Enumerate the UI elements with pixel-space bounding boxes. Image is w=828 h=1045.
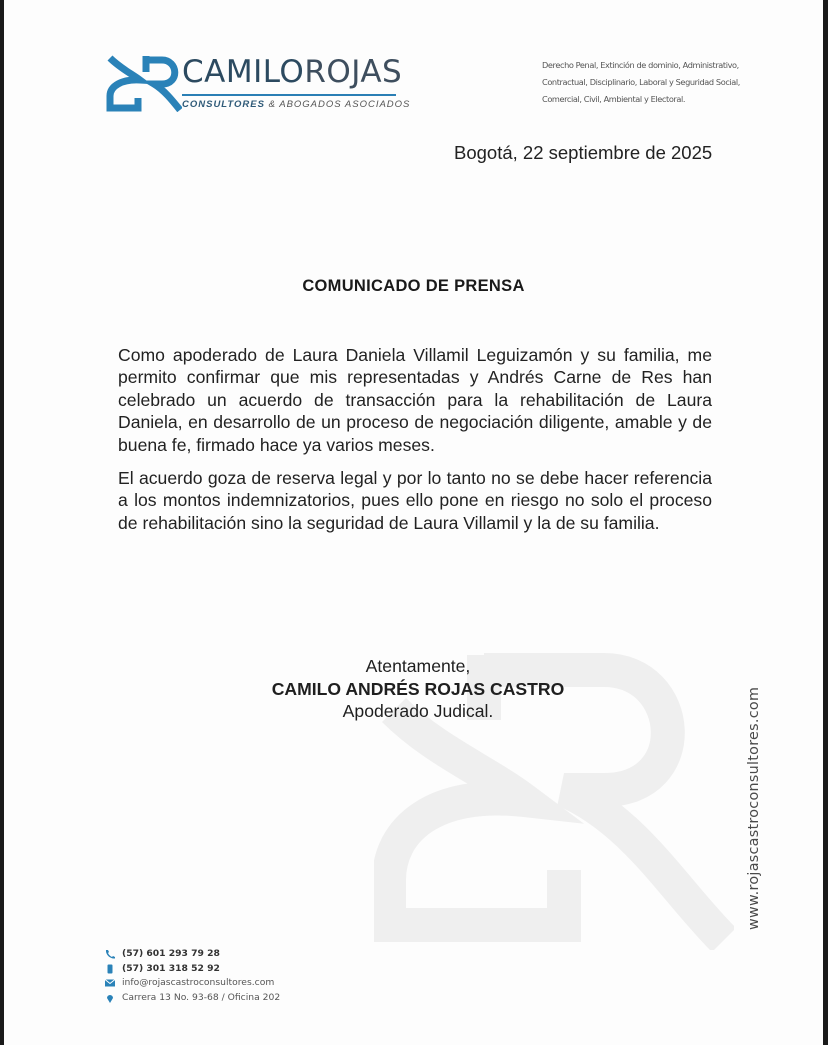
body-paragraph: Como apoderado de Laura Daniela Villamil Leguizamón y su familia, me permito confirmar que mis representadas y Andrés Carne de Res han celebrado un acuerdo de transacción para la rehabilitación de Laura Daniela, en desarrollo de un proceso de negociación diligente, amable y de buena fe, firmado hace ya varios meses. xyxy=(118,345,712,455)
cr-monogram-icon xyxy=(102,52,182,112)
practice-areas xyxy=(542,57,782,108)
contact-phone: (57) 601 293 79 28 xyxy=(104,947,280,962)
letter-page xyxy=(4,0,823,1045)
phone-icon xyxy=(104,949,116,959)
closing: Atentamente, xyxy=(365,656,471,676)
letter-body xyxy=(118,344,712,545)
practice-areas-line: Comercial, Civil, Ambiental y Electoral. xyxy=(542,94,686,104)
location-pin-icon xyxy=(104,993,116,1003)
company-logo xyxy=(102,48,411,118)
website-url[interactable]: www.rojascastroconsultores.com xyxy=(746,686,762,930)
mobile-icon xyxy=(104,964,116,974)
contact-mobile: (57) 301 318 52 92 xyxy=(104,962,280,977)
contact-info xyxy=(104,947,280,1005)
signer-name: CAMILO ANDRÉS ROJAS CASTRO xyxy=(271,678,565,699)
email-icon xyxy=(104,978,116,988)
logo-wordmark: CAMILOROJAS xyxy=(182,54,403,90)
practice-areas-line: Derecho Penal, Extinción de dominio, Administrativo, xyxy=(542,60,739,70)
contact-email: info@rojascastroconsultores.com xyxy=(104,976,280,991)
contact-address: Carrera 13 No. 93-68 / Oficina 202 xyxy=(104,991,280,1006)
document-title: COMUNICADO DE PRENSA xyxy=(302,277,525,295)
signature-block xyxy=(4,655,823,723)
logo-subtitle: CONSULTORES & ABOGADOS ASOCIADOS xyxy=(182,99,411,110)
letter-date: Bogotá, 22 septiembre de 2025 xyxy=(454,142,713,163)
practice-areas-line: Contractual, Disciplinario, Laboral y Seguridad Social, xyxy=(542,77,740,87)
signer-role: Apoderado Judical. xyxy=(342,701,494,721)
body-paragraph: El acuerdo goza de reserva legal y por lo tanto no se debe hacer referencia a los montos indemnizatorios, pues ello pone en riesgo no solo el proceso de rehabilitación sino la seguridad de Laura Villamil y la de su familia. xyxy=(118,468,712,533)
logo-divider xyxy=(182,94,396,96)
